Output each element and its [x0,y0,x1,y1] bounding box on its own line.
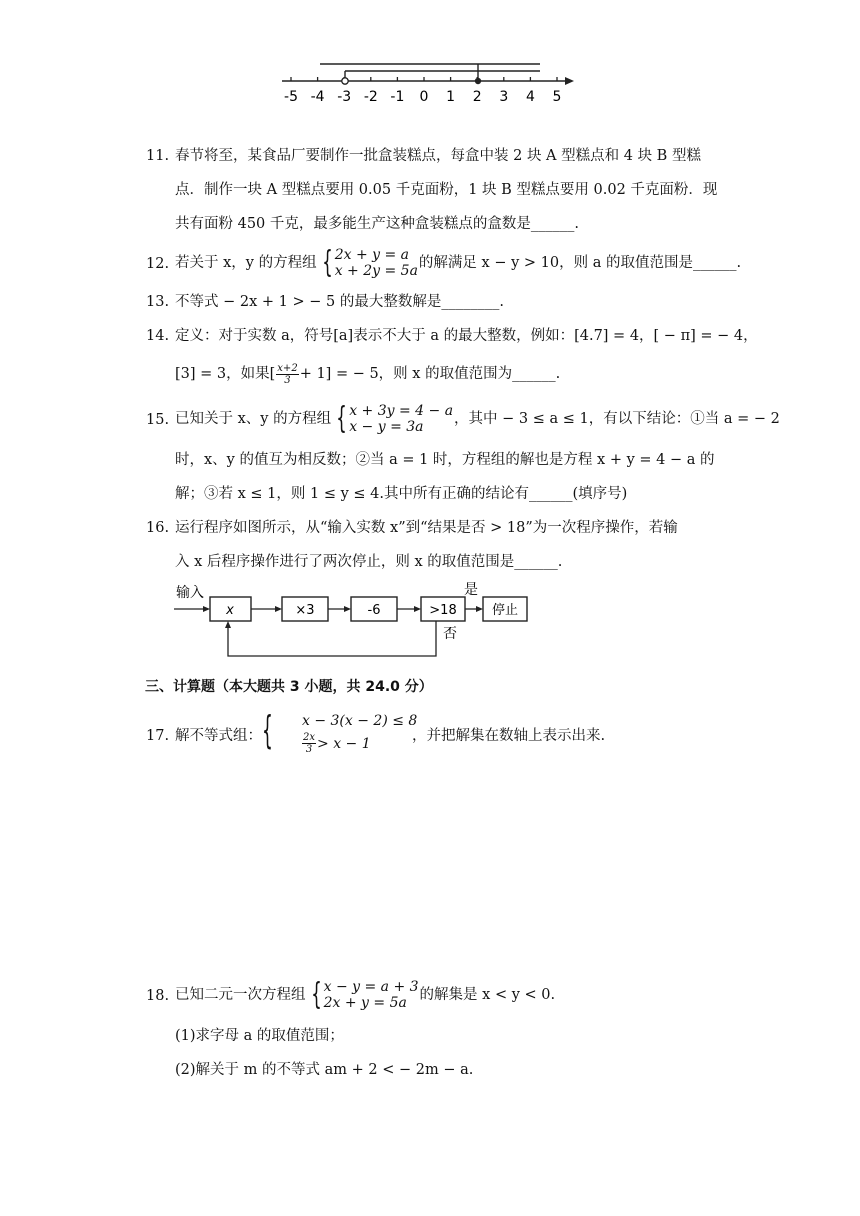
q14-frac-num: x+2 [277,362,298,374]
q14-frac-den: 3 [284,374,291,386]
q15-equation-system [332,403,453,435]
q17-ineq2 [302,732,371,755]
brace-icon: { [336,401,347,436]
q18-eq1: x − y = a + 3 [323,979,419,995]
q17-frac-num: 2x [303,732,316,743]
q14-line-2b: + 1] = − 5，则 x 的取值范围为______. [299,366,561,382]
open-endpoint [342,78,348,84]
q14-line-2 [175,356,560,392]
q17-frac-den: 3 [305,744,313,755]
number-line-arrow [565,77,574,85]
tick-label: 1 [446,89,456,105]
q18-number: 18. [146,988,170,1004]
tick-label: 2 [472,89,482,105]
q18-part-1: (1)求字母 a 的取值范围； [175,1028,344,1044]
program-flowchart [170,580,540,662]
q18-part-2: (2)解关于 m 的不等式 am + 2 < − 2m − a. [175,1062,474,1078]
q11-line-2: 点．制作一块 A 型糕点要用 0.05 千克面粉，1 块 B 型糕点要用 0.02 千克面粉．现 [175,182,718,198]
tick-label: -4 [310,89,325,105]
tick-label: -3 [337,89,352,105]
arrow-right-icon [476,606,483,612]
tick-label: 3 [499,89,509,105]
flow-box-multiply-label: ×3 [295,603,315,618]
arrow-right-icon [275,606,282,612]
q11-number: 11. [146,148,170,164]
q15-eq2: x − y = 3a [349,419,424,435]
section-3-title: 三、计算题（本大题共 3 小题，共 24.0 分） [145,679,433,695]
q14-line-1: 定义：对于实数 a，符号[a]表示不大于 a 的最大整数，例如：[4.7] = 4，[ − π] = − 4， [175,328,758,344]
flow-box-x-label: x [226,603,234,618]
arrow-up-icon [225,621,231,628]
flow-no-label: 否 [443,626,457,642]
q11-line-1: 春节将至，某食品厂要制作一批盒装糕点，每盒中装 2 块 A 型糕点和 4 块 B 型糕 [175,148,701,164]
flow-box-stop-label: 停止 [491,603,519,618]
q16-number: 16. [146,520,170,536]
closed-endpoint [475,78,481,84]
flow-box-subtract-label: -6 [367,603,381,618]
q12-number: 12. [146,256,170,272]
q12-equation-system [318,247,418,279]
tick-label: -5 [284,89,298,105]
q17-number: 17. [146,728,170,744]
q15-eq1: x + 3y = 4 − a [349,403,454,419]
q14-line-2a: [3] = 3，如果[ [175,366,276,382]
q15-line-1 [175,396,780,442]
flow-yes-label: 是 [464,582,478,598]
q12-prefix: 若关于 x，y 的方程组 [175,255,317,271]
q15-line-3: 解；③若 x ≤ 1，则 1 ≤ y ≤ 4.其中所有正确的结论有______(填序号) [175,486,628,502]
brace-icon: { [310,977,322,1012]
q15-suffix: ，其中 − 3 ≤ a ≤ 1，有以下结论：①当 a = − 2 [454,411,780,427]
q15-line-2: 时，x、y 的值互为相反数；②当 a = 1 时，方程组的解也是方程 x + y = 4 − a 的 [175,452,715,468]
q18-equation-system [307,979,419,1011]
q13-number: 13. [146,294,170,310]
tick-label: -1 [390,89,405,105]
q12-line [175,240,741,286]
q17-prefix: 解不等式组： [175,728,262,744]
flow-loop-line [228,621,436,656]
q12-eq2: x + 2y = 5a [334,263,418,279]
arrow-right-icon [344,606,351,612]
flow-input-label: 输入 [176,585,204,601]
flow-box-compare-label: >18 [429,603,457,618]
q18-suffix: 的解集是 x < y < 0. [419,987,556,1003]
q13-text: 不等式 − 2x + 1 > − 5 的最大整数解是________. [175,294,504,310]
tick-label: 5 [552,89,562,105]
q18-eq2: 2x + y = 5a [323,995,407,1011]
arrow-right-icon [203,606,210,612]
number-line-figure [278,58,578,110]
q17-suffix: ，并把解集在数轴上表示出来. [412,728,606,744]
tick-label: 4 [525,89,535,105]
q16-line-1: 运行程序如图所示，从“输入实数 x”到“结果是否 > 18”为一次程序操作，若输 [175,520,678,536]
q12-suffix: 的解满足 x − y > 10，则 a 的取值范围是______. [418,255,742,271]
q18-prefix: 已知二元一次方程组 [175,987,306,1003]
q18-line-1 [175,972,555,1018]
q11-line-3: 共有面粉 450 千克，最多能生产这种盒装糕点的盒数是______. [175,216,580,232]
q15-number: 15. [146,412,170,428]
q16-line-2: 入 x 后程序操作进行了两次停止，则 x 的取值范围是______. [175,554,563,570]
q17-ineq2-rest: > x − 1 [317,735,371,752]
q14-number: 14. [146,328,170,344]
brace-icon: { [262,708,273,752]
tick-label: -2 [363,89,378,105]
q17-ineq1: x − 3(x − 2) ≤ 8 [302,713,418,729]
q15-prefix: 已知关于 x、y 的方程组 [175,411,332,427]
q17-fraction [302,732,316,755]
brace-icon: { [321,245,333,280]
q12-eq1: 2x + y = a [334,247,410,263]
tick-label: 0 [419,89,429,105]
arrow-right-icon [414,606,421,612]
q14-fraction [276,363,298,386]
